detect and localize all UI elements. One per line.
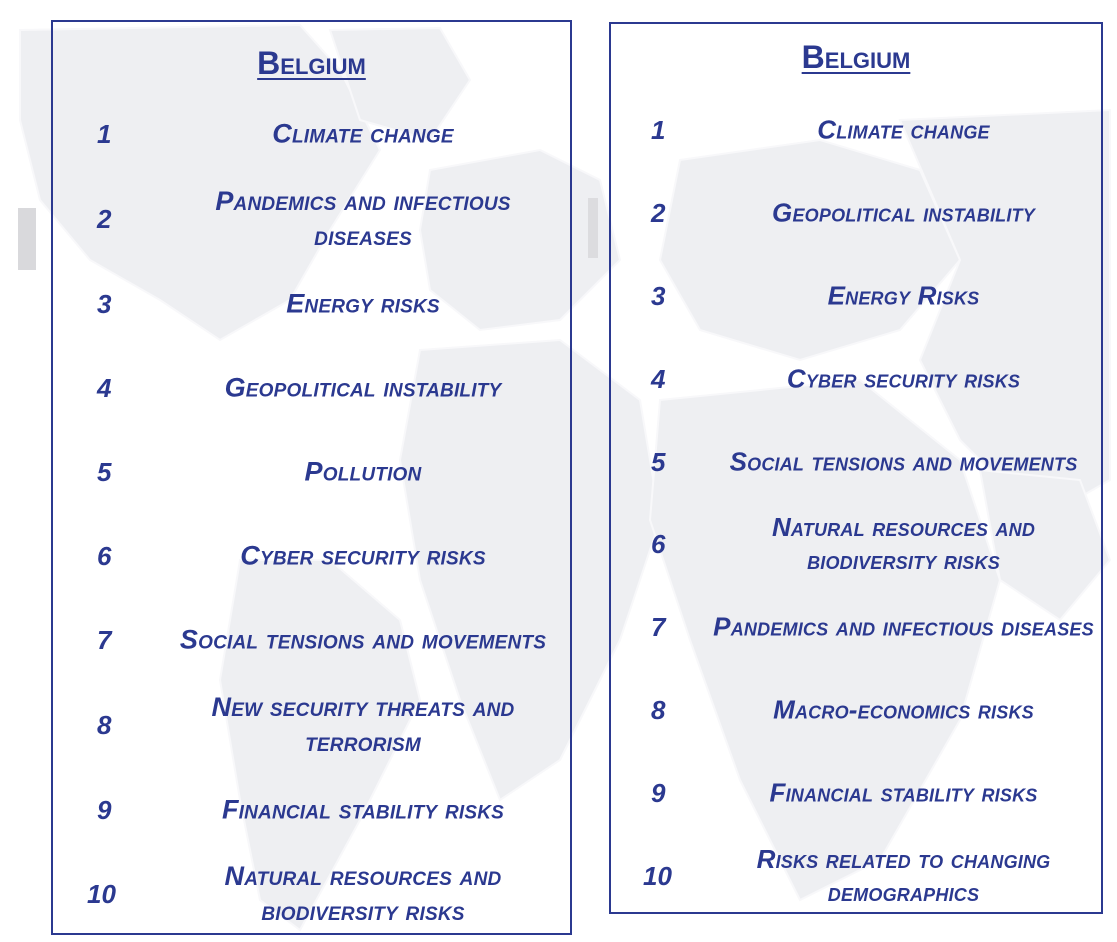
risk-label: Climate change [272, 118, 454, 149]
rank-number: 5 [651, 447, 666, 477]
rank-number: 4 [97, 373, 112, 403]
rank-number: 2 [651, 198, 666, 228]
risk-label: Macro-economics risks [773, 694, 1034, 725]
panel-title: Belgium [801, 39, 911, 75]
risk-label: Energy Risks [827, 280, 980, 311]
risk-label: Financial stability risks [769, 777, 1038, 808]
rank-number: 5 [97, 457, 112, 487]
rank-number: 1 [97, 119, 112, 149]
risk-label: Cyber security risks [786, 363, 1021, 394]
rank-number: 8 [97, 710, 112, 740]
rank-number: 10 [87, 879, 116, 909]
risk-label: Energy risks [286, 288, 440, 319]
ranking-panel-left [51, 20, 572, 935]
risk-label: Geopolitical instability [772, 197, 1035, 228]
rank-number: 6 [651, 529, 666, 559]
rank-number: 9 [97, 795, 112, 825]
risk-label: Risks related to changing demographics [756, 844, 1051, 907]
risk-label: Cyber security risks [240, 540, 486, 571]
risk-label: Social tensions and movements [179, 624, 547, 655]
rank-number: 2 [97, 204, 112, 234]
risk-label: Climate change [817, 114, 990, 145]
risk-label: Geopolitical instability [224, 372, 502, 403]
risk-label: Pandemics and infectious diseases [713, 611, 1094, 642]
rank-number: 4 [651, 364, 666, 394]
risk-label: Pollution [304, 456, 422, 487]
risk-label: Social tensions and movements [729, 446, 1078, 477]
risk-label: Natural resources and biodiversity risks [771, 512, 1036, 575]
middle-grey-tab [588, 198, 598, 258]
risk-label: Natural resources and biodiversity risks [224, 861, 502, 926]
rank-number: 3 [97, 289, 112, 319]
rank-number: 9 [651, 778, 666, 808]
left-grey-tab [18, 208, 36, 270]
rank-number: 10 [643, 861, 672, 891]
rank-number: 1 [651, 115, 666, 145]
panel-title: Belgium [257, 45, 366, 81]
risk-label: New security threats and terrorism [211, 692, 515, 757]
risk-label: Financial stability risks [221, 794, 505, 825]
rank-number: 3 [651, 281, 666, 311]
rank-number: 6 [97, 541, 112, 571]
risk-label: Pandemics and infectious diseases [215, 186, 511, 251]
rank-number: 7 [651, 612, 666, 642]
rank-number: 8 [651, 695, 666, 725]
rank-number: 7 [97, 625, 112, 655]
ranking-panel-right [609, 22, 1103, 914]
